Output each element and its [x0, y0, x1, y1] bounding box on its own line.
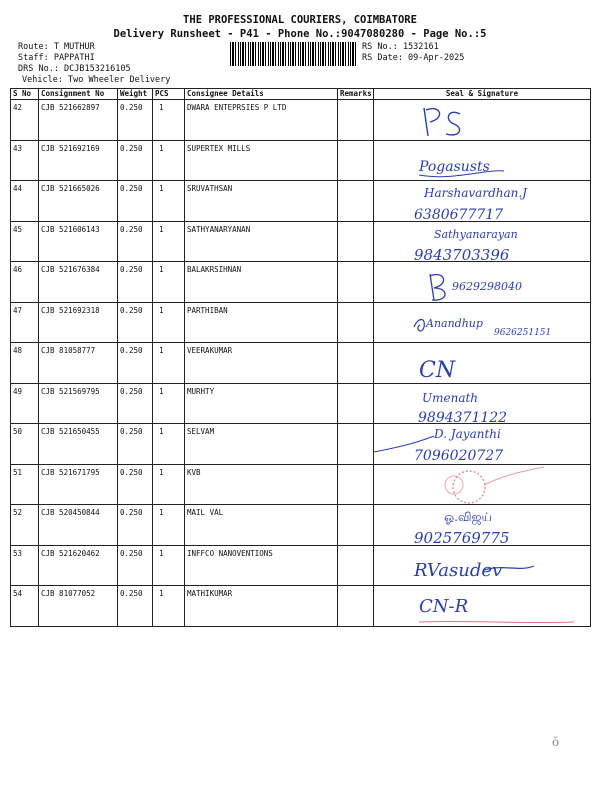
cell-weight: 0.250 — [118, 100, 153, 141]
cell-sno: 49 — [11, 383, 39, 424]
cell-remarks — [338, 343, 374, 384]
svg-text:9629298040: 9629298040 — [452, 280, 522, 293]
cell-consignment-no: CJB 81077052 — [39, 586, 118, 627]
table-row — [11, 383, 591, 424]
signature-image — [374, 100, 591, 141]
table-row — [11, 181, 591, 222]
cell-pcs: 1 — [153, 221, 185, 262]
cell-signature — [374, 383, 591, 424]
cell-consignment-no: CJB 520450844 — [39, 505, 118, 546]
signature-image — [374, 546, 591, 587]
svg-text:ஓ.விஜய்: ஓ.விஜய் — [444, 510, 492, 524]
table-row — [11, 302, 591, 343]
cell-consignee: SELVAM — [185, 424, 338, 465]
table-row — [11, 343, 591, 384]
cell-consignee: SRUVATHSAN — [185, 181, 338, 222]
cell-consignment-no: CJB 521692169 — [39, 140, 118, 181]
cell-consignment-no: CJB 521662897 — [39, 100, 118, 141]
cell-remarks — [338, 100, 374, 141]
cell-pcs: 1 — [153, 181, 185, 222]
cell-weight: 0.250 — [118, 343, 153, 384]
cell-remarks — [338, 262, 374, 303]
svg-text:Harshavardhan.J: Harshavardhan.J — [424, 186, 527, 200]
cell-sno: 43 — [11, 140, 39, 181]
cell-pcs: 1 — [153, 140, 185, 181]
svg-text:6380677717: 6380677717 — [414, 207, 504, 223]
cell-sno: 44 — [11, 181, 39, 222]
col-pcs: PCS — [153, 89, 185, 100]
cell-weight: 0.250 — [118, 464, 153, 505]
cell-signature — [374, 545, 591, 586]
signature-image — [374, 262, 591, 303]
cell-consignee: MURHTY — [185, 383, 338, 424]
company-title: THE PROFESSIONAL COURIERS, COIMBATORE — [183, 14, 417, 26]
signature-image — [374, 465, 591, 506]
cell-remarks — [338, 424, 374, 465]
svg-text:Anandhup: Anandhup — [426, 316, 483, 330]
cell-weight: 0.250 — [118, 383, 153, 424]
page-mark: ŏ — [552, 735, 560, 749]
cell-sno: 52 — [11, 505, 39, 546]
col-remarks: Remarks — [338, 89, 374, 100]
cell-pcs: 1 — [153, 302, 185, 343]
cell-consignment-no: CJB 81058777 — [39, 343, 118, 384]
cell-consignment-no: CJB 521606143 — [39, 221, 118, 262]
cell-sno: 54 — [11, 586, 39, 627]
cell-consignment-no: CJB 521620462 — [39, 545, 118, 586]
drs-label: DRS No.: DCJB153216105 — [18, 64, 131, 74]
svg-text:Sathyanarayan: Sathyanarayan — [434, 227, 518, 241]
cell-sno: 45 — [11, 221, 39, 262]
cell-consignee: SATHYANARYANAN — [185, 221, 338, 262]
cell-weight: 0.250 — [118, 302, 153, 343]
cell-signature — [374, 343, 591, 384]
cell-sno: 46 — [11, 262, 39, 303]
cell-pcs: 1 — [153, 262, 185, 303]
cell-pcs: 1 — [153, 343, 185, 384]
cell-signature — [374, 100, 591, 141]
cell-pcs: 1 — [153, 464, 185, 505]
cell-signature — [374, 262, 591, 303]
svg-text:9843703396: 9843703396 — [414, 245, 510, 264]
cell-remarks — [338, 302, 374, 343]
cell-consignment-no: CJB 521692318 — [39, 302, 118, 343]
svg-text:D. Jayanthi: D. Jayanthi — [434, 427, 501, 441]
table-row — [11, 221, 591, 262]
cell-consignee: SUPERTEX MILLS — [185, 140, 338, 181]
cell-consignment-no: CJB 521676384 — [39, 262, 118, 303]
cell-remarks — [338, 383, 374, 424]
cell-signature — [374, 302, 591, 343]
col-sno: S No — [11, 89, 39, 100]
cell-consignment-no: CJB 521569795 — [39, 383, 118, 424]
cell-sno: 50 — [11, 424, 39, 465]
cell-weight: 0.250 — [118, 505, 153, 546]
cell-consignee: MATHIKUMAR — [185, 586, 338, 627]
staff-label: Staff: PAPPATHI — [18, 53, 95, 63]
cell-signature — [374, 424, 591, 465]
col-consignment: Consignment No — [39, 89, 118, 100]
cell-consignee: PARTHIBAN — [185, 302, 338, 343]
rs-number: RS No.: 1532161 — [362, 42, 439, 52]
cell-consignee: VEERAKUMAR — [185, 343, 338, 384]
svg-text:Umenath: Umenath — [422, 390, 479, 405]
cell-signature — [374, 505, 591, 546]
signature-image — [374, 141, 591, 182]
cell-weight: 0.250 — [118, 262, 153, 303]
signature-image — [374, 586, 591, 627]
cell-consignee: INFFCO NANOVENTIONS — [185, 545, 338, 586]
svg-text:9626251151: 9626251151 — [494, 327, 552, 338]
cell-pcs: 1 — [153, 586, 185, 627]
col-signature: Seal & Signature — [374, 89, 591, 100]
cell-weight: 0.250 — [118, 140, 153, 181]
signature-image — [374, 424, 591, 465]
route-label: Route: T MUTHUR — [18, 42, 95, 52]
vehicle-label: Vehicle: Two Wheeler Delivery — [22, 75, 171, 85]
cell-pcs: 1 — [153, 505, 185, 546]
cell-weight: 0.250 — [118, 424, 153, 465]
cell-consignee: KVB — [185, 464, 338, 505]
cell-sno: 42 — [11, 100, 39, 141]
cell-pcs: 1 — [153, 100, 185, 141]
signature-image — [374, 181, 591, 222]
table-header-row — [11, 89, 591, 100]
cell-sno: 48 — [11, 343, 39, 384]
barcode — [230, 42, 358, 66]
table-row — [11, 100, 591, 141]
cell-remarks — [338, 221, 374, 262]
table-row — [11, 424, 591, 465]
cell-signature — [374, 464, 591, 505]
cell-consignment-no: CJB 521671795 — [39, 464, 118, 505]
cell-sno: 47 — [11, 302, 39, 343]
cell-sno: 53 — [11, 545, 39, 586]
cell-signature — [374, 586, 591, 627]
svg-text:7096020727: 7096020727 — [414, 448, 504, 464]
col-weight: Weight — [118, 89, 153, 100]
table-row — [11, 586, 591, 627]
cell-remarks — [338, 181, 374, 222]
cell-remarks — [338, 545, 374, 586]
table-row — [11, 545, 591, 586]
cell-pcs: 1 — [153, 424, 185, 465]
cell-signature — [374, 221, 591, 262]
cell-weight: 0.250 — [118, 181, 153, 222]
cell-remarks — [338, 586, 374, 627]
cell-consignee: MAIL VAL — [185, 505, 338, 546]
cell-pcs: 1 — [153, 383, 185, 424]
signature-image — [374, 384, 591, 425]
table-row — [11, 140, 591, 181]
cell-consignment-no: CJB 521665026 — [39, 181, 118, 222]
table-row — [11, 505, 591, 546]
signature-image — [374, 222, 591, 263]
table-row — [11, 464, 591, 505]
table-row — [11, 262, 591, 303]
cell-remarks — [338, 464, 374, 505]
svg-text:RVasudev: RVasudev — [414, 559, 503, 581]
runsheet-table — [10, 88, 591, 627]
cell-consignee: DWARA ENTEPRSIES P LTD — [185, 100, 338, 141]
rs-date: RS Date: 09-Apr-2025 — [362, 53, 465, 63]
cell-weight: 0.250 — [118, 221, 153, 262]
cell-signature — [374, 140, 591, 181]
svg-text:9894371122: 9894371122 — [418, 409, 508, 426]
cell-signature — [374, 181, 591, 222]
cell-consignment-no: CJB 521650455 — [39, 424, 118, 465]
sig-text: Pogasusts — [419, 158, 490, 175]
runsheet-subtitle: Delivery Runsheet - P41 - Phone No.:9047080280 - Page No.:5 — [113, 28, 487, 40]
cell-consignee: BALAKRSIHNAN — [185, 262, 338, 303]
col-consignee: Consignee Details — [185, 89, 338, 100]
cell-remarks — [338, 140, 374, 181]
cell-pcs: 1 — [153, 545, 185, 586]
signature-image — [374, 505, 591, 546]
svg-text:9025769775: 9025769775 — [414, 529, 510, 547]
cell-remarks — [338, 505, 374, 546]
cell-weight: 0.250 — [118, 545, 153, 586]
signature-image — [374, 303, 591, 344]
cell-weight: 0.250 — [118, 586, 153, 627]
signature-image — [374, 343, 591, 384]
svg-text:CN: CN — [419, 358, 456, 383]
svg-text:CN-R: CN-R — [419, 596, 469, 617]
cell-sno: 51 — [11, 464, 39, 505]
